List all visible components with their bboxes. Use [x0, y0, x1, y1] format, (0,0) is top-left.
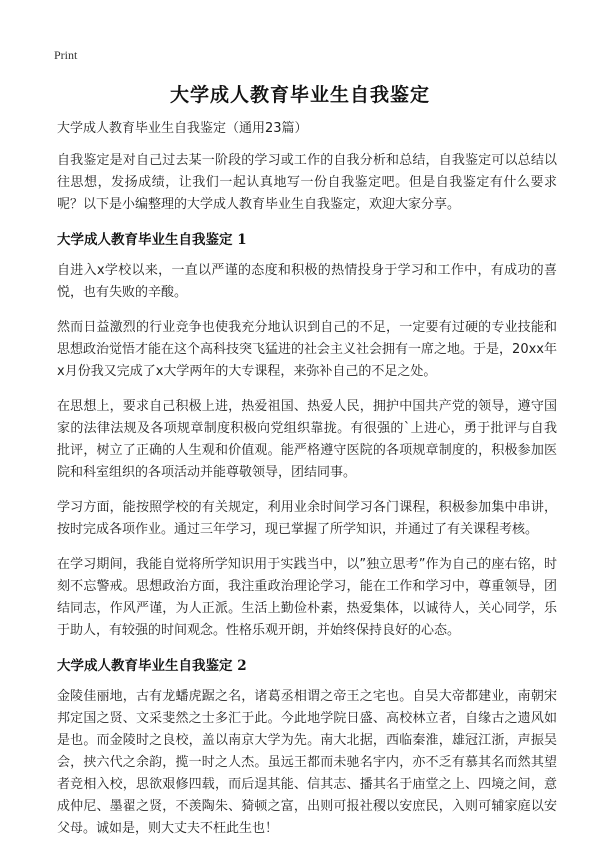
section-1-paragraph-1: 自进入x学校以来，一直以严谨的态度和积极的热情投身于学习和工作中，有成功的喜悦，也有失败的辛酸。	[57, 263, 557, 300]
section-1-paragraph-3: 在思想上，要求自己积极上进，热爱祖国、热爱人民，拥护中国共产党的领导，遵守国家的法律法规及各项规章制度积极向党组织靠拢。有很强的`上进心，勇于批评与自我批评，树立了正确的人生观和价值观。能严格遵守医院的各项规章制度的，积极参加医院和科室组织的各项活动并能尊敬领导，团结同事。	[57, 399, 557, 480]
section-1-paragraph-5: 在学习期间，我能自觉将所学知识用于实践当中，以”独立思考”作为自己的座右铭，时刻不忘警戒。思想政治方面，我注重政治理论学习，能在工作和学习中，尊重领导，团结同志，作风严谨，为人正派。生活上勤俭朴素，热爱集体，以诚待人，关心同学，乐于助人，有较强的时间观念。性格乐观开朗，并始终保持良好的心态。	[57, 557, 557, 638]
section-1-paragraph-4: 学习方面，能按照学校的有关规定，利用业余时间学习各门课程，积极参加集中串讲，按时完成各项作业。通过三年学习，现已掌握了所学知识，并通过了有关课程考核。	[57, 500, 557, 537]
document-body	[57, 118, 557, 853]
section-1-paragraph-2: 然而日益激烈的行业竞争也使我充分地认识到自己的不足，一定要有过硬的专业技能和思想政治觉悟才能在这个高科技突飞猛进的社会主义社会拥有一席之地。于是，20xx年x月份我又完成了x大学两年的大专课程，来弥补自己的不足之处。	[57, 320, 557, 379]
print-link[interactable]: Print	[54, 48, 78, 62]
document-title: 大学成人教育毕业生自我鉴定	[169, 84, 430, 106]
section-2-paragraph-1: 金陵佳丽地，古有龙蟠虎踞之名，诸葛丞相谓之帝王之宅也。自吴大帝都建业，南朝宋邦定国之贤、文采斐然之士多汇于此。今此地学院日盛、高校林立者，自缘古之遗风如是也。而金陵时之良校，盖以南京大学为先。南大北据，西临秦淮，雄冠江浙，声振吴会，挟六代之余韵，揽一时之人杰。虽远王都而未驰名宇内，亦不乏有慕其名而然其望者竞相入校，思欲艰修四载，而后逞其能、信其志、播其名于庙堂之上、四境之间，意成仲尼、墨翟之贤，不羡陶朱、猗顿之富，出则可报社稷以安庶民，入则可辅家庭以安父母。诚如是，则大丈夫不枉此生也！	[57, 689, 557, 836]
section-heading-1: 大学成人教育毕业生自我鉴定 1	[57, 232, 247, 248]
section-heading-2: 大学成人教育毕业生自我鉴定 2	[57, 658, 247, 674]
document-subtitle: 大学成人教育毕业生自我鉴定（通用23篇）	[57, 121, 308, 136]
intro-paragraph: 自我鉴定是对自己过去某一阶段的学习或工作的自我分析和总结，自我鉴定可以总结以往思想，发扬成绩，让我们一起认真地写一份自我鉴定吧。但是自我鉴定有什么要求呢？以下是小编整理的大学成人教育毕业生自我鉴定，欢迎大家分享。	[57, 153, 557, 212]
